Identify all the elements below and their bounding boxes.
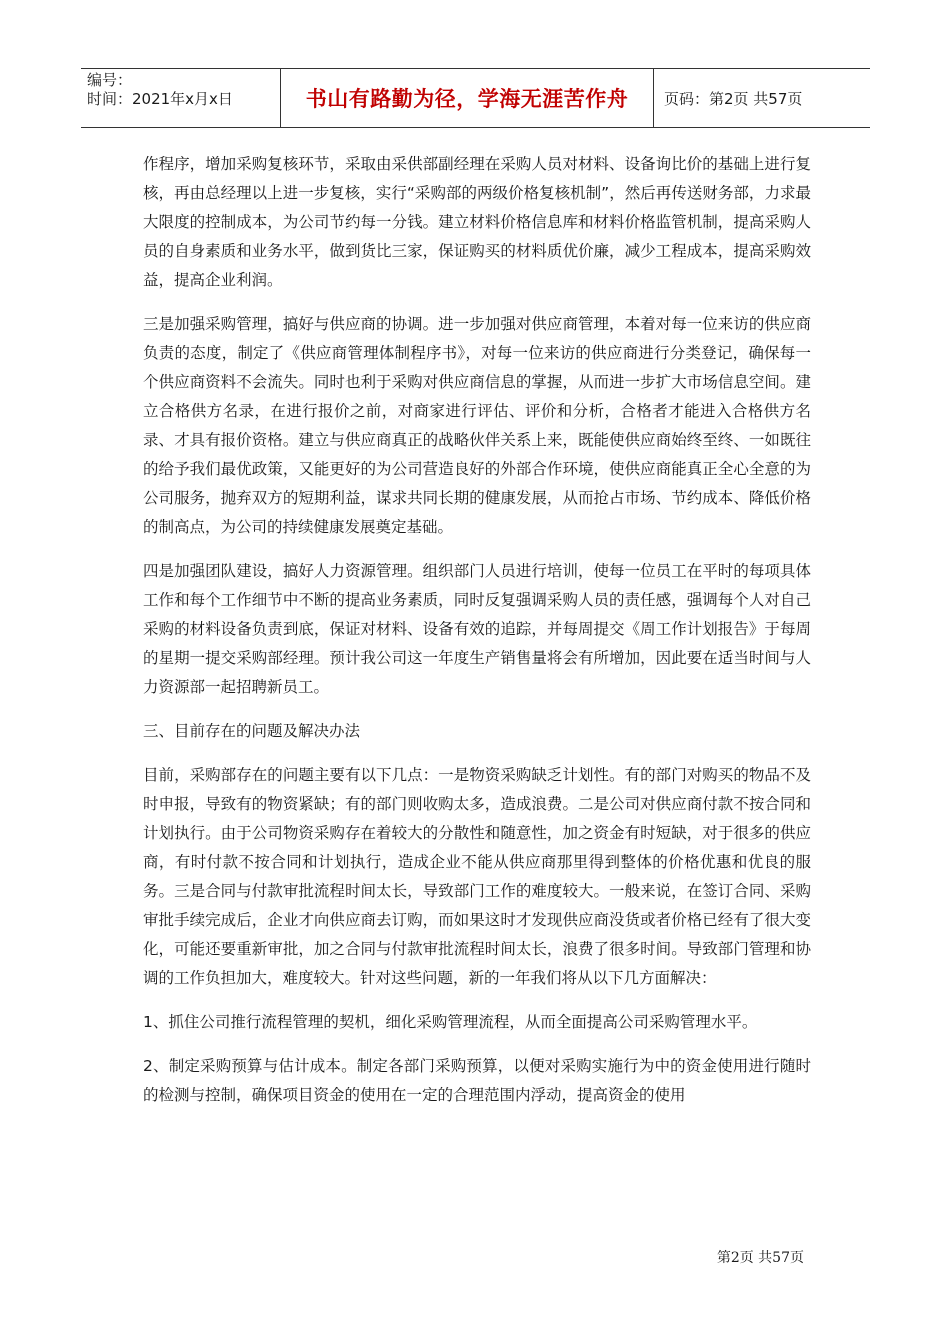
document-number-label: 编号： [87,71,133,89]
paragraph-solution-2: 2、制定采购预算与估计成本。制定各部门采购预算，以便对采购实施行为中的资金使用进行随时的检测与控制，确保项目资金的使用在一定的合理范围内浮动，提高资金的使用 [143,1057,811,1104]
document-date-label: 时间：2021年x月x日 [87,90,233,108]
header-page-number: 页码：第2页 共57页 [664,89,803,108]
paragraph-cost-control: 作程序，增加采购复核环节，采取由采供部副经理在采购人员对材料、设备询比价的基础上进行复核，再由总经理以上进一步复核，实行“采购部的两级价格复核机制”，然后再传送财务部，力求最大限度的控制成本，为公司节约每一分钱。建立材料价格信息库和材料价格监管机制，提高采购人员的自身素质和业务水平，做到货比三家，保证购买的材料质优价廉，减少工程成本，提高采购效益，提高企业利润。 [143,155,811,289]
document-body [143,150,811,1125]
page-footer: 第2页 共57页 [716,1250,804,1266]
page-header [81,68,870,128]
section-heading-problems: 三、目前存在的问题及解决办法 [143,722,361,740]
header-meta [81,69,281,127]
header-motto: 书山有路勤为径，学海无涯苦作舟 [281,69,654,127]
paragraph-solution-1: 1、抓住公司推行流程管理的契机，细化采购管理流程，从而全面提高公司采购管理水平。 [143,1013,758,1031]
paragraph-team-building: 四是加强团队建设，搞好人力资源管理。组织部门人员进行培训，使每一位员工在平时的每项具体工作和每个工作细节中不断的提高业务素质，同时反复强调采购人员的责任感，强调每个人对自己采购的材料设备负责到底，保证对材料、设备有效的追踪，并每周提交《周工作计划报告》于每周的星期一提交采购部经理。预计我公司这一年度生产销售量将会有所增加，因此要在适当时间与人力资源部一起招聘新员工。 [143,562,811,696]
paragraph-supplier-management: 三是加强采购管理，搞好与供应商的协调。进一步加强对供应商管理，本着对每一位来访的供应商负责的态度，制定了《供应商管理体制程序书》，对每一位来访的供应商进行分类登记，确保每一个供应商资料不会流失。同时也利于采购对供应商信息的掌握，从而进一步扩大市场信息空间。建立合格供方名录，在进行报价之前，对商家进行评估、评价和分析，合格者才能进入合格供方名录、才具有报价资格。建立与供应商真正的战略伙伴关系上来，既能使供应商始终至终、一如既往的给予我们最优政策，又能更好的为公司营造良好的外部合作环境，使供应商能真正全心全意的为公司服务，抛弃双方的短期利益，谋求共同长期的健康发展，从而抢占市场、节约成本、降低价格的制高点，为公司的持续健康发展奠定基础。 [143,315,811,536]
paragraph-current-problems: 目前，采购部存在的问题主要有以下几点：一是物资采购缺乏计划性。有的部门对购买的物品不及时申报，导致有的物资紧缺；有的部门则收购太多，造成浪费。二是公司对供应商付款不按合同和计划执行。由于公司物资采购存在着较大的分散性和随意性，加之资金有时短缺，对于很多的供应商，有时付款不按合同和计划执行，造成企业不能从供应商那里得到整体的价格优惠和优良的服务。三是合同与付款审批流程时间太长，导致部门工作的难度较大。一般来说，在签订合同、采购审批手续完成后，企业才向供应商去订购，而如果这时才发现供应商没货或者价格已经有了很大变化，可能还要重新审批，加之合同与付款审批流程时间太长，浪费了很多时间。导致部门管理和协调的工作负担加大，难度较大。针对这些问题，新的一年我们将从以下几方面解决： [143,766,811,987]
